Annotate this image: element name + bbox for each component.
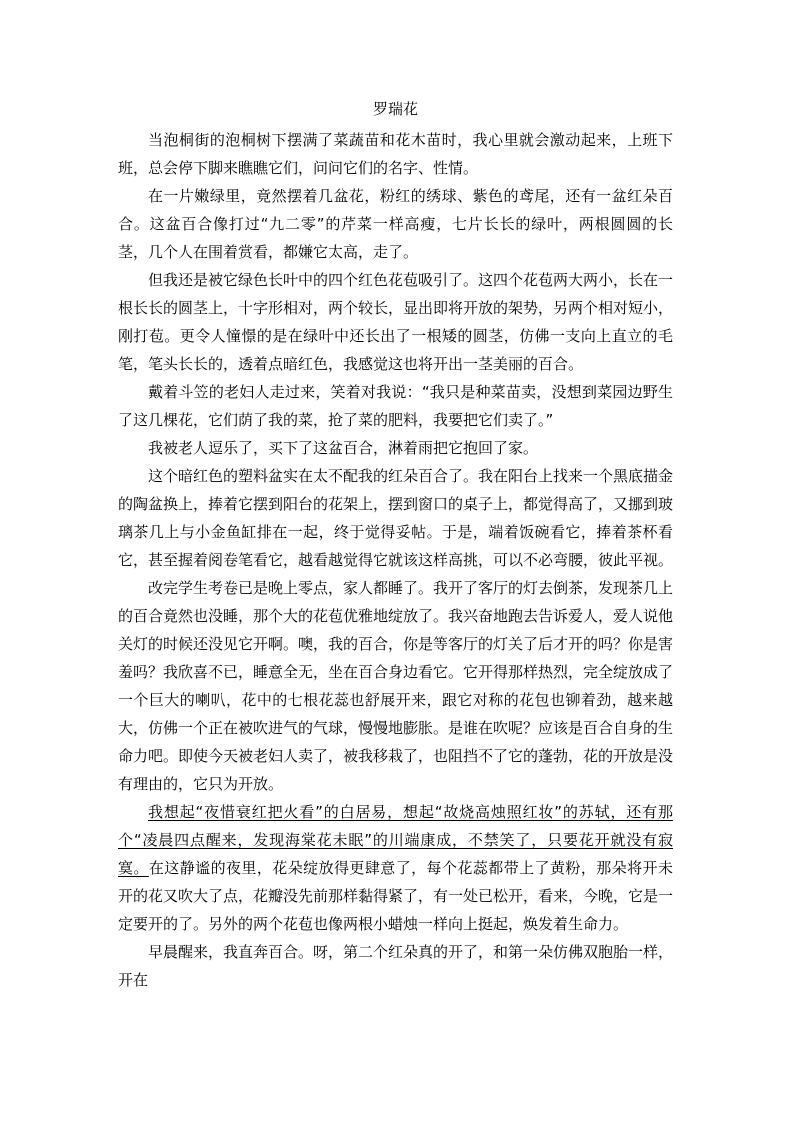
- paragraph-8: [118, 798, 673, 938]
- paragraph-5: 我被老人逗乐了，买下了这盆百合，淋着雨把它抱回了家。: [148, 439, 539, 457]
- document-page: [118, 92, 673, 994]
- paragraph-1: 当泡桐街的泡桐树下摆满了菜蔬苗和花木苗时，我心里就会激动起来，上班下班，总会停下脚来瞧瞧它们，问问它们的名字、性情。: [118, 131, 673, 177]
- paragraph-7: 改完学生考卷已是晚上零点，家人都睡了。我开了客厅的灯去倒茶，发现茶几上的百合竟然也没睡，那个大的花苞优雅地绽放了。我兴奋地跑去告诉爱人，爱人说他关灯的时候还没见它开啊。噢，我的百合，你是等客厅的灯关了后才开的吗？你是害羞吗？我欣喜不已，睡意全无，坐在百合身边看它。它开得那样热烈，完全绽放成了一个巨大的喇叭，花中的七根花蕊也舒展开来，跟它对称的花包也铆着劲，越来越大，仿佛一个正在被吹进气的气球，慢慢地膨胀。是谁在吹呢？应该是百合自身的生命力吧。即使今天被老妇人卖了，被我移栽了，也阻挡不了它的蓬勃，花的开放是没有理由的，它只为开放。: [118, 579, 674, 793]
- paragraph-9: 早晨醒来，我直奔百合。呀，第二个红朵真的开了，和第一朵仿佛双胞胎一样，开在: [118, 943, 674, 989]
- article-title: 罗瑞花: [372, 100, 418, 118]
- paragraph-6: 这个暗红色的塑料盆实在太不配我的红朵百合了。我在阳台上找来一个黑底描金的陶盆换上，捧着它摆到阳台的花架上，摆到窗口的桌子上，都觉得高了，又挪到玻璃茶几上与小金鱼缸排在一起，终于觉得妥帖。于是，端着饭碗看它，捧着茶杯看它，甚至握着阅卷笔看它，越看越觉得它就该这样高挑，可以不必弯腰，彼此平视。: [118, 467, 674, 569]
- paragraph-2: 在一片嫩绿里，竟然摆着几盆花，粉红的绣球、紫色的鸢尾，还有一盆红朵百合。这盆百合像打过“九二零”的芹菜一样高瘦，七片长长的绿叶，两根圆圆的长茎，几个人在围着赏看，都嫌它太高，走了。: [118, 187, 673, 261]
- underlined-passage: 我想起“夜惜衰红把火看”的白居易，想起“故烧高烛照红妆”的苏轼，还有那个“凌晨四点醒来，发现海棠花未眠”的川端康成，不禁笑了，只要花开就没有寂寞。: [118, 803, 673, 877]
- paragraph-4: 戴着斗笠的老妇人走过来，笑着对我说：“我只是种菜苗卖，没想到菜园边野生了这几棵花，它们荫了我的菜，抢了菜的肥料，我要把它们卖了。”: [118, 383, 673, 429]
- paragraph-8-rest: 在这静谧的夜里，花朵绽放得更肆意了，每个花蕊都带上了黄粉，那朵将开未开的花又吹大了点，花瓣没先前那样黏得紧了，有一处已松开，看来，今晚，它是一定要开的了。另外的两个花苞也像两根小蜡烛一样向上挺起，焕发着生命力。: [118, 859, 674, 933]
- paragraph-3: 但我还是被它绿色长叶中的四个红色花苞吸引了。这四个花苞两大两小，长在一根长长的圆茎上，十字形相对，两个较长，显出即将开放的架势，另两个相对短小，刚打苞。更令人憧憬的是在绿叶中还长出了一根矮的圆茎，仿佛一支向上直立的毛笔，笔头长长的，透着点暗红色，我感觉这也将开出一茎美丽的百合。: [118, 271, 674, 373]
